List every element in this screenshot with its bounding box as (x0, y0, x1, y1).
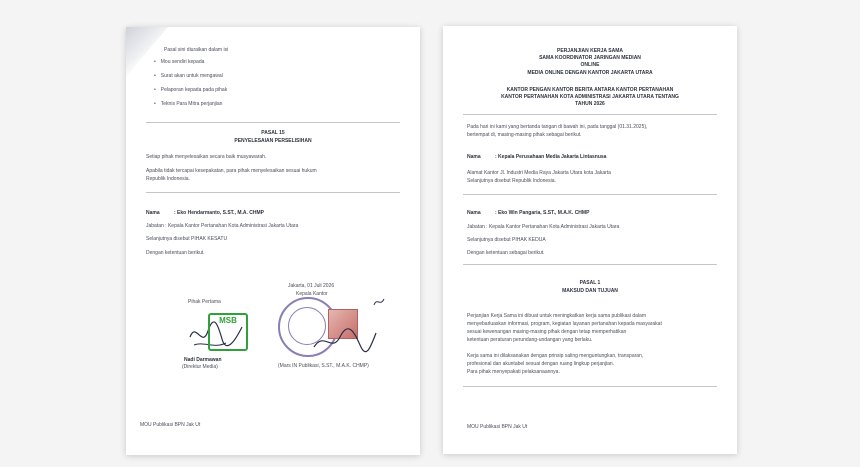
stamp-text: MSB (219, 316, 237, 325)
address-line: Alamat Kantor Jl. Industri Media Raya Jakarta Utara kota Jakarta (467, 170, 611, 176)
selanjutnya-text: Selanjutnya disebut PIHAK KESATU (146, 236, 228, 242)
pasal-title: MAKSUD DAN TUJUAN (562, 288, 618, 294)
paragraph: Republik Indonesia. (146, 176, 190, 182)
title-line: PERJANJIAN KERJA SAMA (557, 48, 623, 54)
paragraph-line: ketentuan peraturan perundang-undangan yang berlaku. (467, 337, 593, 343)
paragraph-line: menyebarluaskan informasi, program, kegiatan layanan pertanahan kepada masyarakat (467, 321, 662, 327)
intro-line: bertempat di, masing-masing pihak sebagai berikut. (467, 132, 582, 138)
intro-text: Pasal sini diuraikan dalam isi (164, 47, 229, 53)
signer-left-role: (Direktur Media) (182, 364, 218, 370)
page-footer: MOU Publikasi BPN Jak Ut (140, 422, 201, 428)
paragraph-line: profesional dan akuntabel sesuai dengan ruang lingkup perjanjian. (467, 361, 615, 367)
intro-line: Pada hari ini kami yang bertanda tangan di bawah ini, pada tanggal (01.31.2025), (467, 124, 648, 130)
page-fold-corner (126, 27, 168, 77)
pasal-title: PENYELESAIAN PERSELISIHAN (234, 138, 312, 144)
list-item: • Surat akan untuk mengawal (154, 73, 223, 80)
title-line: MEDIA ONLINE DENGAN KANTOR JAKARTA UTARA (527, 70, 653, 76)
divider (146, 122, 400, 123)
divider (463, 114, 717, 115)
subtitle-line: KANTOR PENGAN KANTOR BERITA ANTARA KANTOR PERTANAHAN (506, 87, 674, 93)
paragraph: Apabila tidak tercapai kesepakatan, para pihak menyelesaikan sesuai hukum (146, 168, 317, 174)
nama-value: : Kepala Perusahaan Media Jakarta Lintasnusa (495, 154, 607, 160)
title-line: ONLINE (580, 62, 600, 68)
subtitle-line: TAHUN 2026 (575, 101, 605, 107)
selanjutnya-text: Selanjutnya disebut PIHAK KEDUA (467, 237, 546, 243)
jabatan-text: Jabatan : Kepala Kantor Pertanahan Kota Administrasi Jakarta Utara (467, 224, 620, 230)
list-item: • Pelaporan kepada pada pihak (154, 87, 227, 94)
paragraph-line: sesuai kewenangan masing-masing pihak dengan tetap memperhatikan (467, 329, 627, 335)
kepala-kantor-label: Kepala Kantor (296, 291, 328, 297)
divider (463, 264, 717, 265)
page-footer: MOU Publikasi BPN Jak Ut (467, 424, 528, 430)
signer-left-name: Nadi Darmawan (184, 357, 222, 363)
nama-value: : Eko Hendarmanto, S.ST., M.A. CHMP (174, 210, 265, 216)
right-document-page (443, 26, 737, 454)
dengan-text: Dengan ketentuan berikut. (146, 250, 205, 256)
left-document-page (126, 27, 420, 455)
paraf-mark (372, 295, 388, 309)
address-line: Selanjutnya disebut Republik Indonesia. (467, 178, 556, 184)
nama-label: Nama (467, 210, 481, 216)
list-item: • Teknis Para Mitra perjanjian (154, 101, 222, 108)
nama-label: Nama (467, 154, 481, 160)
title-line: SAMA KOORDINATOR JARINGAN MEDIAN (539, 55, 641, 61)
dengan-text: Dengan ketentuan sebagai berikut. (467, 250, 545, 256)
pihak-pertama-label: Pihak Pertama (188, 299, 221, 305)
place-date: Jakarta, 01 Juli 2026 (288, 283, 335, 289)
paragraph-line: Para pihak menyepakati pelaksanaannya. (467, 369, 560, 375)
pasal-number: PASAL 15 (261, 130, 285, 136)
company-stamp (208, 313, 248, 351)
signer-right-name: (Mars IN Publikasi, S.ST., M.A.K. CHMP) (278, 363, 369, 369)
list-item: • Mou sendiri kepada (154, 59, 204, 66)
nama-label: Nama (146, 210, 160, 216)
paragraph-line: Kerja sama ini dilaksanakan dengan prinsip saling menguntungkan, transparan, (467, 353, 644, 359)
nama-value: : Eko Win Pangaria, S.ST., M.A.K. CHMP (495, 210, 590, 216)
jabatan-text: Jabatan : Kepala Kantor Pertanahan Kota Administrasi Jakarta Utara (146, 223, 299, 229)
divider (463, 194, 717, 195)
divider (146, 192, 400, 193)
divider (463, 386, 717, 387)
paragraph-line: Perjanjian Kerja Sama ini dibuat untuk meningkatkan kerja sama publikasi dalam (467, 313, 646, 319)
signature-right (310, 323, 380, 359)
subtitle-line: KANTOR PERTANAHAN KOTA ADMINISTRASI JAKARTA UTARA TENTANG (501, 94, 679, 100)
pasal-number: PASAL 1 (579, 280, 601, 286)
paragraph: Setiap pihak menyelesaikan secara baik musyawarah. (146, 154, 267, 160)
